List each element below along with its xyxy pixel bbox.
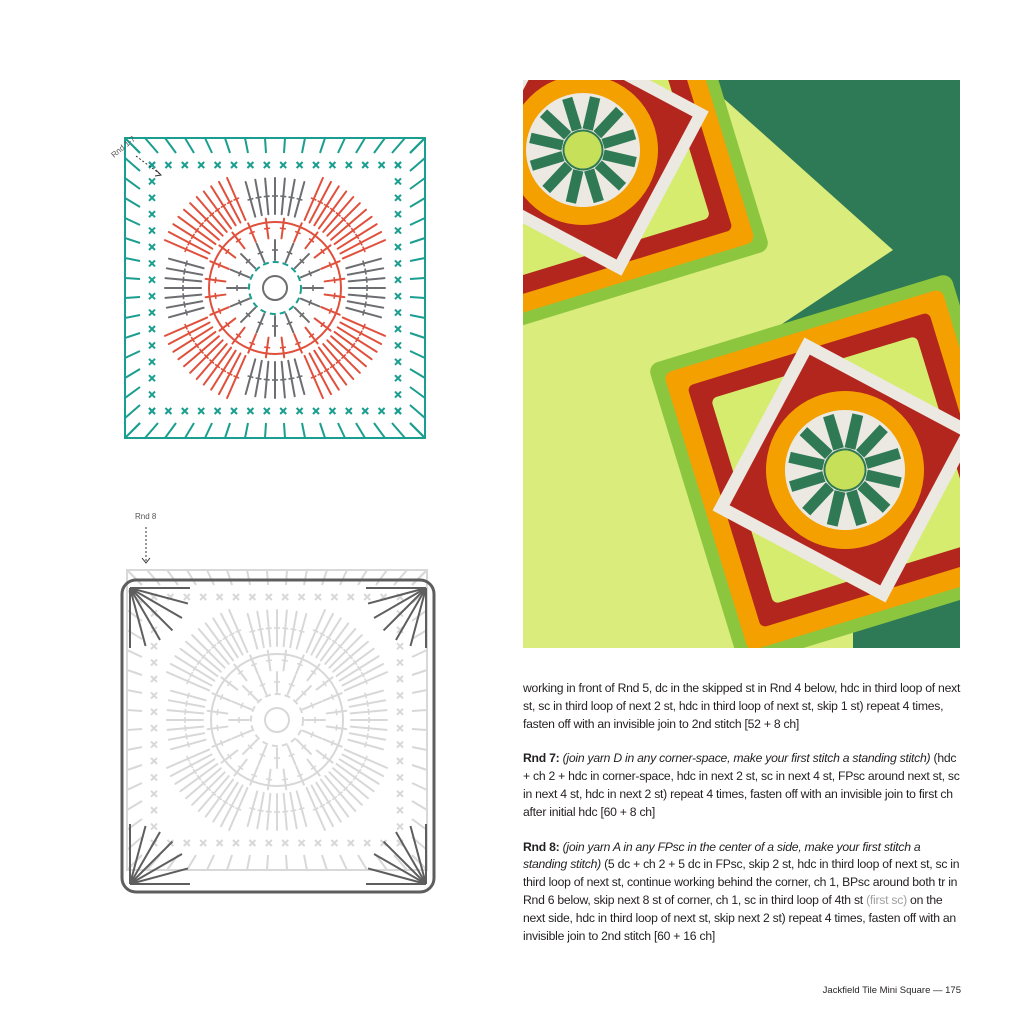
rnd-8-label: Rnd 8 — [135, 512, 157, 521]
paragraph-continued: working in front of Rnd 5, dc in the skipped st in Rnd 4 below, hdc in third loop of next st, sc in third loop of next 2 st, hdc in third loop of next st, skip 1 st) repeat 4 times, fasten off with an invisible join to 2nd stitch [52 + 8 ch] — [523, 681, 961, 731]
rnd-7-body: (hdc + ch 2 + hdc in corner-space, hdc in next 2 st, sc in next 4 st, FPsc around next st, sc in next 4 st, hdc in next 2 st) repeat 4 times, fasten off with an invisible join to first ch after initial hdc [60 + 8 ch] — [523, 751, 960, 819]
running-footer: Jackfield Tile Mini Square — 175 — [822, 985, 961, 996]
rnd-8-body-1: (5 dc + ch 2 + 5 dc in FPsc, skip 2 st, hdc in third loop of next st, sc in third loop of next st, continue working behind the corner, ch 1, BPsc around both tr in Rnd 6 below, skip next 8 st of corner, ch 1, sc in third loop of 4th st — [523, 857, 960, 907]
rnd-7-setup: (join yarn D in any corner-space, make your first stitch a standing stitch) — [562, 751, 931, 766]
rnd-8-body-2: on the next side, hdc in third loop of next st, skip next 2 st) repeat 4 times, fasten off with an invisible join to 2nd stitch [60 + 16 ch] — [523, 892, 956, 943]
rnd-1-7-label: Rnd 1-7 — [109, 134, 138, 160]
rnd-7-heading: Rnd 7: — [523, 751, 560, 766]
paragraph-rnd-8 — [523, 839, 963, 946]
pattern-instructions — [523, 680, 963, 962]
paragraph-rnd-7 — [523, 750, 963, 821]
rnd-8-setup: (join yarn A in any FPsc in the center of a side, make your first stitch a standing stitch) — [523, 839, 921, 872]
rnd-8-note: (first sc) — [866, 892, 907, 907]
crochet-chart-round-8 — [70, 505, 485, 925]
crochet-chart-rounds-1-7 — [70, 88, 485, 498]
crochet-squares-photo — [523, 80, 960, 648]
rnd-8-heading: Rnd 8: — [523, 839, 560, 854]
